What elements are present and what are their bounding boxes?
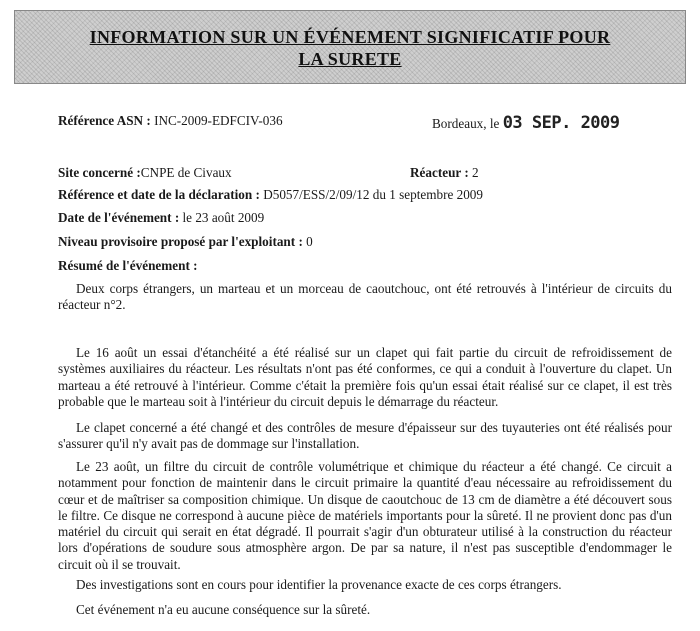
reference-row bbox=[58, 113, 283, 129]
date-stamp: 03 SEP. 2009 bbox=[502, 113, 620, 133]
paragraph-3: Le clapet concerné a été changé et des contrôles de mesure d'épaisseur sur des tuyauteries ont été réalisés pour s'assurer qu'il n'y avait pas de dommage sur l'installation. bbox=[58, 420, 672, 452]
level-row bbox=[58, 234, 313, 250]
level-value: 0 bbox=[306, 234, 313, 249]
reference-label: Référence ASN : bbox=[58, 113, 151, 128]
paragraph-4: Le 23 août, un filtre du circuit de contrôle volumétrique et chimique du réacteur a été changé. Ce circuit a notamment pour fonction de maintenir dans le circuit primaire la quantité d'eau nécessaire au refroidissement du cœur et de maîtriser sa composition chimique. Un disque de caoutchouc de 13 cm de diamètre a été découvert sous le filtre. Ce disque ne correspond à aucune pièce de matériels importants pour la sûreté. Il ne provient donc pas d'un matériel du circuit qui serait en état dégradé. Il pourrait s'agir d'un obturateur utilisé à la construction du réacteur lors d'opérations de soudure sous atmosphère argon. De par sa nature, il n'est pas susceptible d'endommager le circuit où il se trouvait. bbox=[58, 459, 672, 572]
declaration-label: Référence et date de la déclaration : bbox=[58, 187, 260, 202]
place-label: Bordeaux, le bbox=[432, 116, 500, 131]
title-line-2: LA SURETE bbox=[298, 49, 402, 69]
paragraph-5: Des investigations sont en cours pour identifier la provenance exacte de ces corps étrangers. bbox=[76, 577, 562, 592]
title-banner bbox=[14, 10, 686, 84]
date-place-row bbox=[432, 115, 620, 132]
reference-value: INC-2009-EDFCIV-036 bbox=[154, 113, 283, 128]
paragraph-2: Le 16 août un essai d'étanchéité a été réalisé sur un clapet qui fait partie du circuit de refroidissement de systèmes auxiliaires du réacteur. Les résultats n'ont pas été conformes, ce qui a conduit à l'ouverture du clapet. Un marteau a été retrouvé à l'intérieur. Comme c'était la première fois qu'un essai était réalisé sur ce clapet, il est très probable que le marteau soit à l'intérieur du circuit depuis le démarrage du réacteur. bbox=[58, 345, 672, 409]
event-date-value: le 23 août 2009 bbox=[182, 210, 265, 225]
site-row bbox=[58, 165, 232, 181]
level-label: Niveau provisoire proposé par l'exploitant : bbox=[58, 234, 303, 249]
reactor-row bbox=[410, 165, 479, 181]
declaration-row bbox=[58, 187, 483, 203]
reactor-value: 2 bbox=[472, 165, 479, 180]
site-label: Site concerné : bbox=[58, 165, 141, 180]
title-line-1: INFORMATION SUR UN ÉVÉNEMENT SIGNIFICATIF POUR bbox=[89, 27, 611, 47]
event-date-label: Date de l'événement : bbox=[58, 210, 180, 225]
event-date-row bbox=[58, 210, 264, 226]
paragraph-1: Deux corps étrangers, un marteau et un morceau de caoutchouc, ont été retrouvés à l'intérieur de circuits du réacteur n°2. bbox=[58, 281, 672, 313]
site-value: CNPE de Civaux bbox=[140, 165, 232, 180]
summary-label: Résumé de l'événement : bbox=[58, 258, 198, 273]
declaration-value: D5057/ESS/2/09/12 du 1 septembre 2009 bbox=[263, 187, 483, 202]
paragraph-6: Cet événement n'a eu aucune conséquence sur la sûreté. bbox=[76, 602, 371, 617]
reactor-label: Réacteur : bbox=[410, 165, 469, 180]
